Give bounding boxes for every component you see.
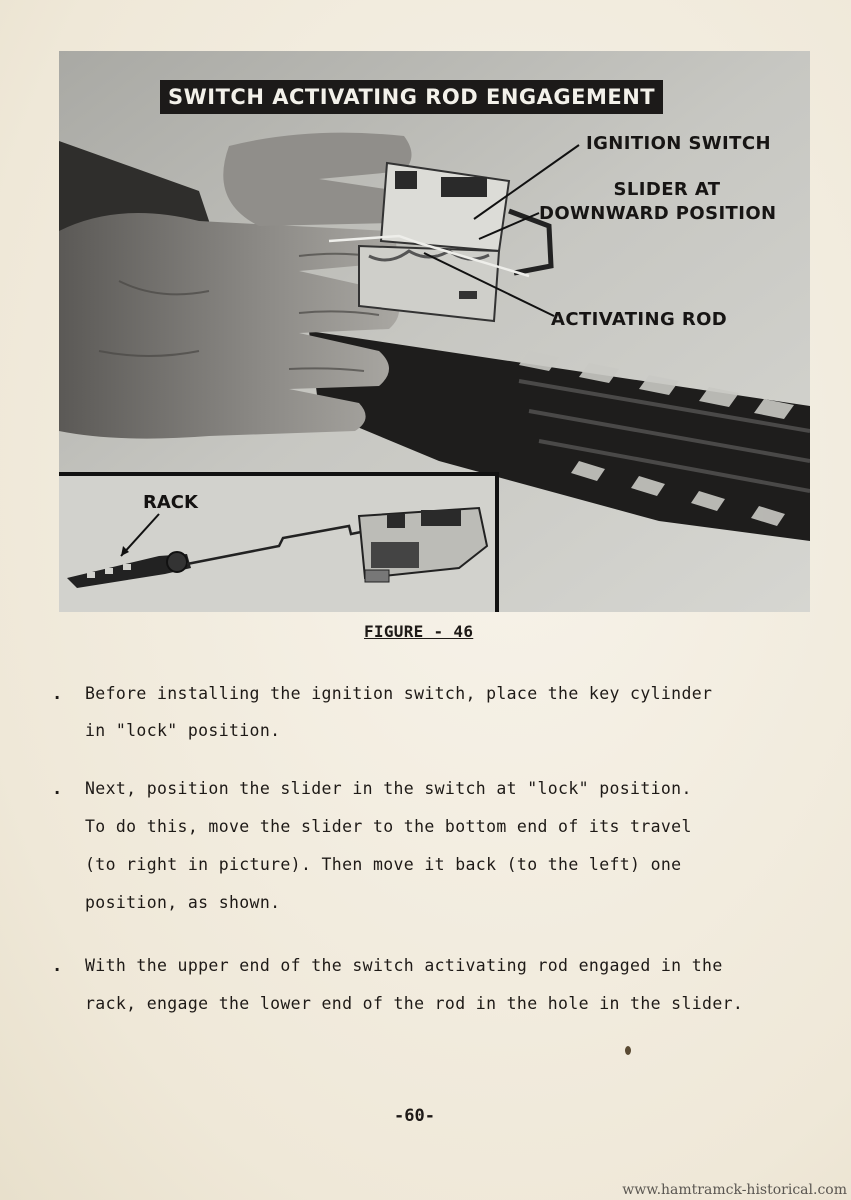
page-number: -60- [394,1106,435,1126]
instruction-line: (to right in picture). Then move it back (to the left) one [85,855,682,874]
callout-activating-rod: ACTIVATING ROD [551,309,728,330]
bullet-dot: . [52,956,63,976]
instruction-line: rack, engage the lower end of the rod in the hole in the slider. [85,994,744,1013]
instruction-line: position, as shown. [85,893,281,912]
callout-slider-line1: SLIDER AT [613,179,721,200]
figure-caption: FIGURE - 46 [364,622,474,641]
callout-slider-line2: DOWNWARD POSITION [539,203,777,224]
bullet-dot: . [52,779,63,799]
instruction-line: With the upper end of the switch activating rod engaged in the [85,956,723,975]
figure-photo [59,51,810,612]
bullet-dot: . [52,684,63,704]
figure-inset [59,472,499,612]
instruction-line: in "lock" position. [85,721,281,740]
callout-rack: RACK [143,492,198,513]
instruction-line: Before installing the ignition switch, place the key cylinder [85,684,713,703]
callout-ignition-switch: IGNITION SWITCH [586,133,771,154]
paper-speck [625,1046,631,1055]
figure-title: SWITCH ACTIVATING ROD ENGAGEMENT [160,80,663,114]
instruction-line: To do this, move the slider to the bottom end of its travel [85,817,692,836]
rack-inset-illustration [59,476,495,612]
watermark-link[interactable]: www.hamtramck-historical.com [622,1182,847,1198]
instruction-line: Next, position the slider in the switch at "lock" position. [85,779,692,798]
